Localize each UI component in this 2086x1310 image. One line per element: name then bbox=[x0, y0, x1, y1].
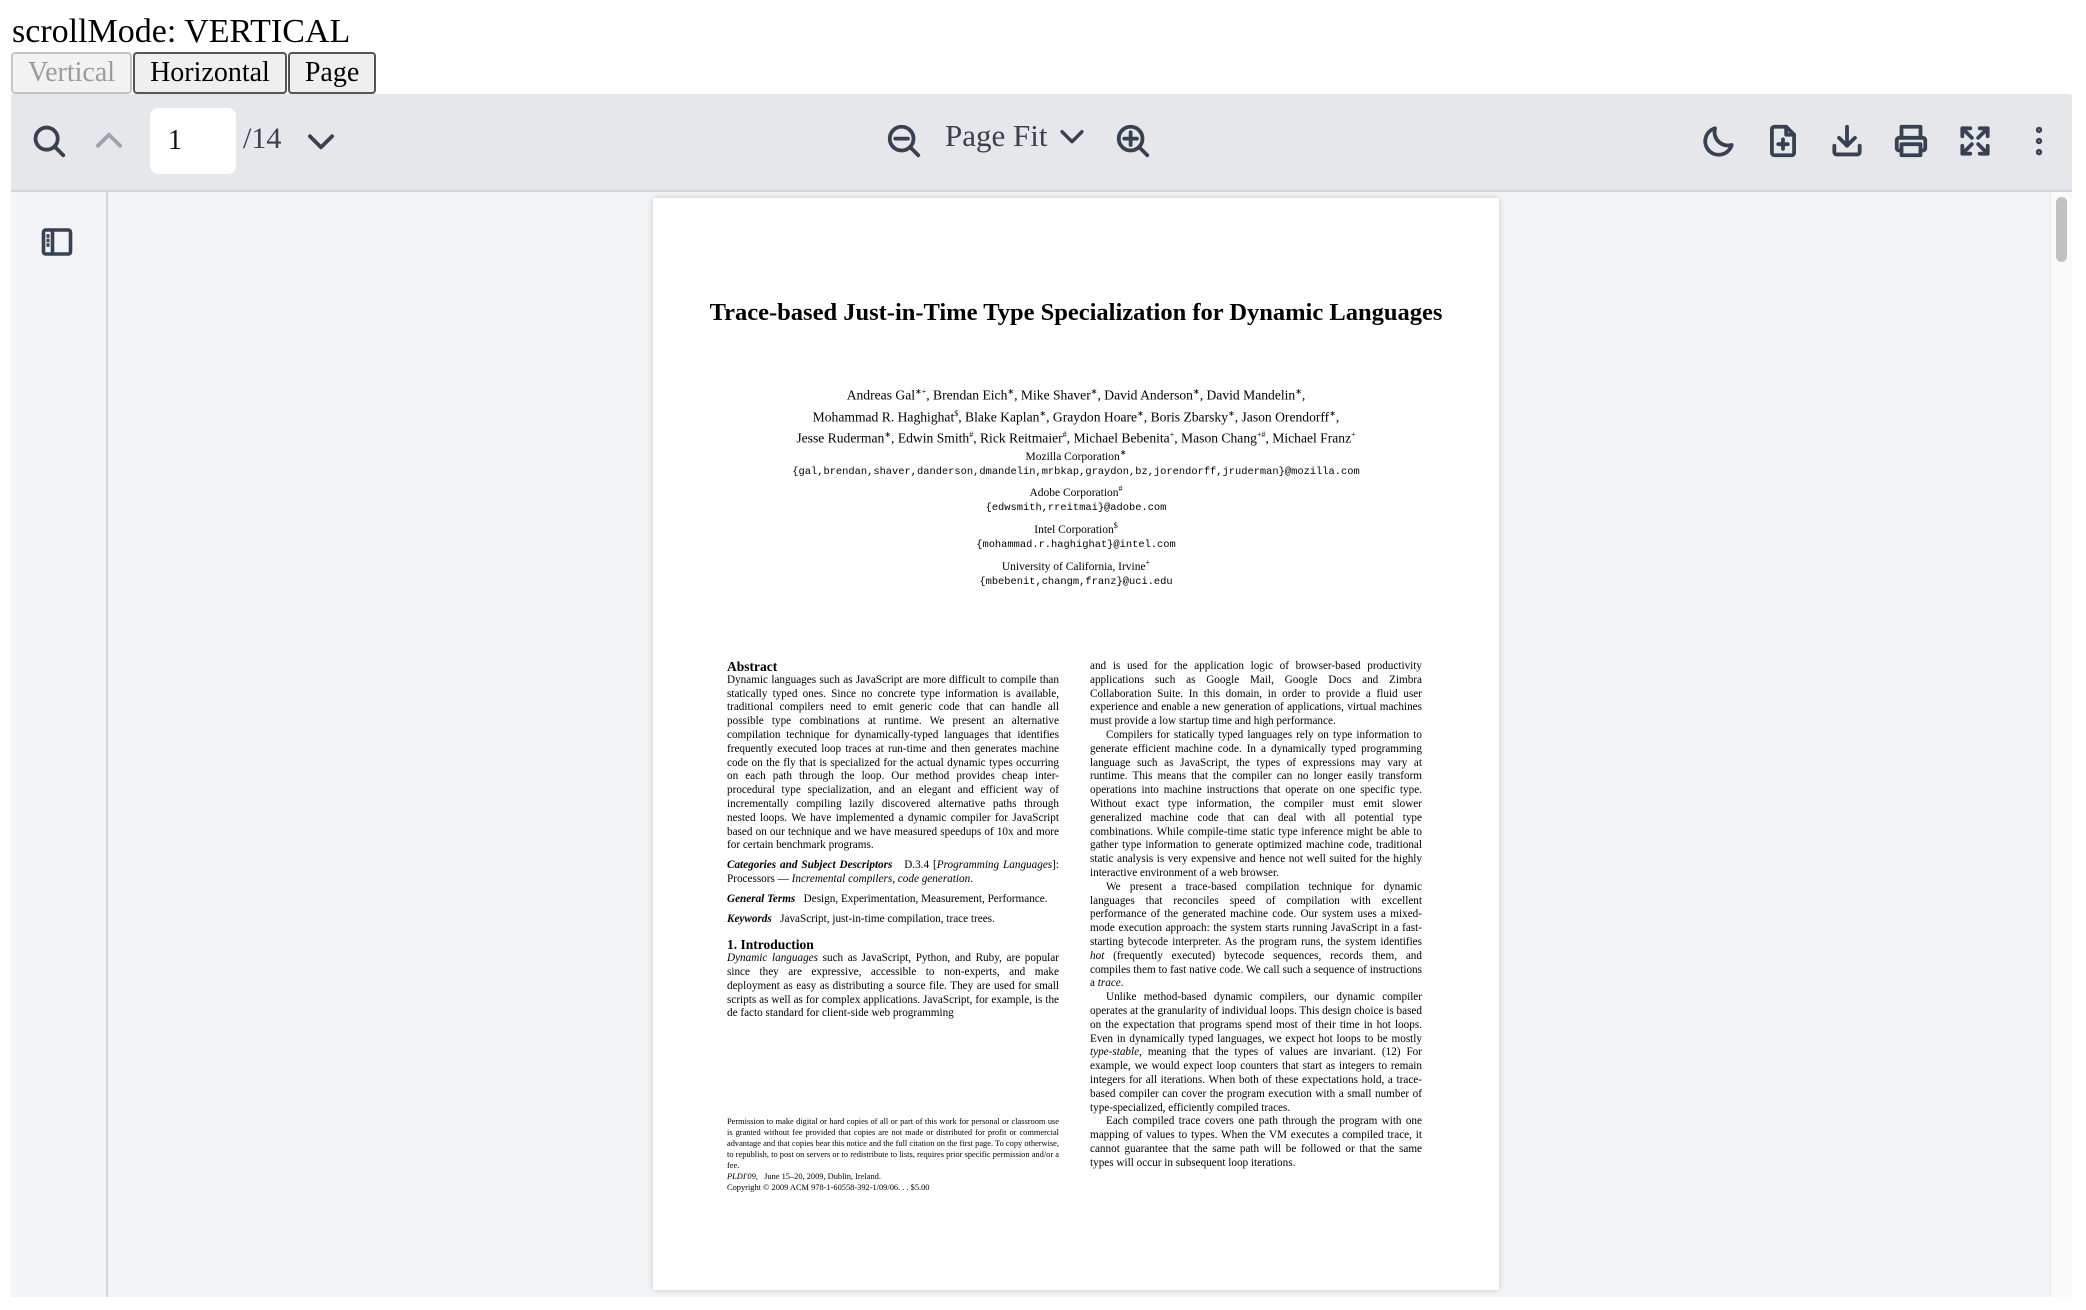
keywords: Keywords JavaScript, just-in-time compilation, trace trees. bbox=[727, 912, 995, 925]
scroll-mode-buttons bbox=[11, 52, 377, 94]
paragraph: Each compiled trace covers one path through the program with one mapping of values to types. When the VM executes a compiled trace, it cannot guarantee that the same path will be followed or that the same types will occur in subsequent loop iterations. bbox=[1090, 1115, 1422, 1169]
intro-heading: 1. Introduction bbox=[727, 937, 814, 953]
document-area[interactable] bbox=[108, 192, 2051, 1297]
vertical-scrollbar[interactable] bbox=[2050, 192, 2072, 1297]
zoom-in-icon[interactable] bbox=[1113, 121, 1153, 161]
paragraph: Compilers for statically typed languages rely on type information to generate efficient machine code. In a dynamically typed programming language such as JavaScript, the types of expressions may vary at runtime. This means that the compiler can no longer easily transform operations into machine instructions that operate on one specific type. Without exact type information, the compiler must emit slower generalized machine code that can deal with all potential type combinations. While compile-time static type inference might be able to gather type information to generate optimized machine code, traditional static analysis is very expensive and hence not well suited for the highly interactive environment of a web browser. bbox=[1090, 728, 1422, 879]
abstract-heading: Abstract bbox=[727, 659, 778, 674]
horizontal-mode-button[interactable]: Horizontal bbox=[133, 52, 287, 94]
page-mode-button[interactable]: Page bbox=[288, 52, 376, 94]
zoom-label: Page Fit bbox=[945, 118, 1048, 153]
chevron-down-icon bbox=[1055, 119, 1089, 153]
author-line: Andreas Gal∗+, Brendan Eich∗, Mike Shaver∗, David Anderson∗, David Mandelin∗, bbox=[846, 387, 1306, 403]
scrollbar-thumb[interactable] bbox=[2056, 197, 2067, 262]
page-total: /14 bbox=[243, 122, 282, 155]
affiliation: Mozilla Corporation∗ {gal,brendan,shaver,danderson,dmandelin,mrbkap,graydon,bz,jorendorff,jruderman}@mozilla.com bbox=[792, 448, 1360, 478]
printer-icon[interactable] bbox=[1891, 121, 1931, 161]
pdf-page bbox=[653, 198, 1499, 1290]
paragraph: and is used for the application logic of browser-based productivity applications such as Google Mail, Google Docs and Zimbra Collaboration Suite. In this domain, in order to provide a fluid user experience and enable a new generation of applications, virtual machines must provide a low startup time and high performance. bbox=[1090, 660, 1422, 728]
viewer-toolbar bbox=[11, 94, 2072, 192]
affiliation: University of California, Irvine+ {mbebenit,changm,franz}@uci.edu bbox=[979, 558, 1173, 588]
right-column bbox=[1090, 660, 1422, 1170]
chevron-down-icon[interactable] bbox=[301, 121, 341, 161]
categories: Categories and Subject Descriptors D.3.4 [Programming Languages]: Processors — Incremental compilers, code generation. bbox=[727, 859, 1060, 885]
zoom-select[interactable] bbox=[945, 118, 1089, 154]
vertical-mode-button: Vertical bbox=[11, 52, 132, 94]
intro-text: Dynamic languages such as JavaScript, Python, and Ruby, are popular since they are expressive, accessible to non-experts, and make deployment as easy as distributing a source file. They are used for small scripts as well as for complex applications. JavaScript, for example, is the de facto standard for client-side web programming bbox=[727, 952, 1059, 1020]
paragraph: We present a trace-based compilation technique for dynamic languages that reconciles speed of compilation with excellent performance of the generated machine code. Our system uses a mixed-mode execution approach: the system starts running JavaScript in a fast-starting bytecode interpreter. As the program runs, the system identifies hot (frequently executed) bytecode sequences, records them, and compiles them to fast native code. We call such a sequence of instructions a trace. bbox=[1090, 880, 1422, 990]
abstract-text: Dynamic languages such as JavaScript are more difficult to compile than statically typed ones. Since no concrete type information is available, traditional compilers need to emit generic code that can handle all possible type combinations at runtime. We present an alternative compilation technique for dynamically-typed languages that identifies frequently executed loop traces at run-time and then generates machine code on the fly that is specialized for the actual dynamic types occurring on each path through the loop. Our method provides cheap inter-procedural type specialization, and an elegant and efficient way of incrementally compiling lazily discovered alternative paths through nested loops. We have implemented a dynamic compiler for JavaScript based on our technique and we have measured speedups of 10x and more for certain benchmark programs. bbox=[727, 673, 1059, 852]
search-icon[interactable] bbox=[29, 121, 69, 161]
download-icon[interactable] bbox=[1827, 121, 1867, 161]
affiliation: Adobe Corporation# {edwsmith,rreitmai}@adobe.com bbox=[985, 484, 1167, 514]
author-line: Mohammad R. Haghighat$, Blake Kaplan∗, Graydon Hoare∗, Boris Zbarsky∗, Jason Orendorff∗, bbox=[812, 408, 1340, 425]
sidebar-icon[interactable] bbox=[39, 224, 77, 262]
affiliation: Intel Corporation$ {mohammad.r.haghighat}@intel.com bbox=[976, 521, 1176, 551]
paragraph: Unlike method-based dynamic compilers, our dynamic compiler operates at the granularity of individual loops. This design choice is based on the expectation that programs spend most of their time in hot loops. Even in dynamically typed languages, we expect hot loops to be mostly type-stable, meaning that the types of values are invariant. (12) For example, we would expect loop counters that start as integers to remain integers for all iterations. When both of these expectations hold, a trace-based compiler can cover the program execution with a small number of type-specialized, efficiently compiled traces. bbox=[1090, 991, 1422, 1114]
moon-icon[interactable] bbox=[1699, 121, 1739, 161]
page-number-input[interactable] bbox=[150, 108, 236, 174]
fullscreen-icon[interactable] bbox=[1955, 121, 1995, 161]
paper-title: Trace-based Just-in-Time Type Specialization for Dynamic Languages bbox=[709, 299, 1443, 326]
author-list bbox=[673, 383, 1479, 448]
general-terms: General Terms Design, Experimentation, Measurement, Performance. bbox=[727, 892, 1048, 905]
zoom-out-icon[interactable] bbox=[884, 121, 924, 161]
left-column bbox=[727, 660, 1059, 1021]
more-vertical-icon[interactable] bbox=[2019, 121, 2059, 161]
chevron-up-icon[interactable] bbox=[89, 121, 129, 161]
scroll-mode-label: scrollMode: VERTICAL bbox=[12, 13, 351, 50]
file-plus-icon[interactable] bbox=[1763, 121, 1803, 161]
permission-notice: Permission to make digital or hard copies of all or part of this work for personal or classroom use is granted without fee provided that copies are not made or distributed for profit or commercial advantage and that copies bear this notice and the full citation on the first page. To copy otherwise, to republish, to post on servers or to redistribute to lists, requires prior specific permission and/or a fee. PLDI'09, June 15–20, 2009, Dublin, Ireland. Copyright © 2009 ACM 978-1-60558-392-1/09/06. . . $5.00 bbox=[727, 1117, 1059, 1192]
viewer-sidebar bbox=[11, 192, 108, 1297]
author-line: Jesse Ruderman∗, Edwin Smith#, Rick Reitmaier#, Michael Bebenita+, Mason Chang+#, Michael Franz+ bbox=[796, 430, 1356, 446]
pdf-viewer bbox=[11, 94, 2072, 1297]
